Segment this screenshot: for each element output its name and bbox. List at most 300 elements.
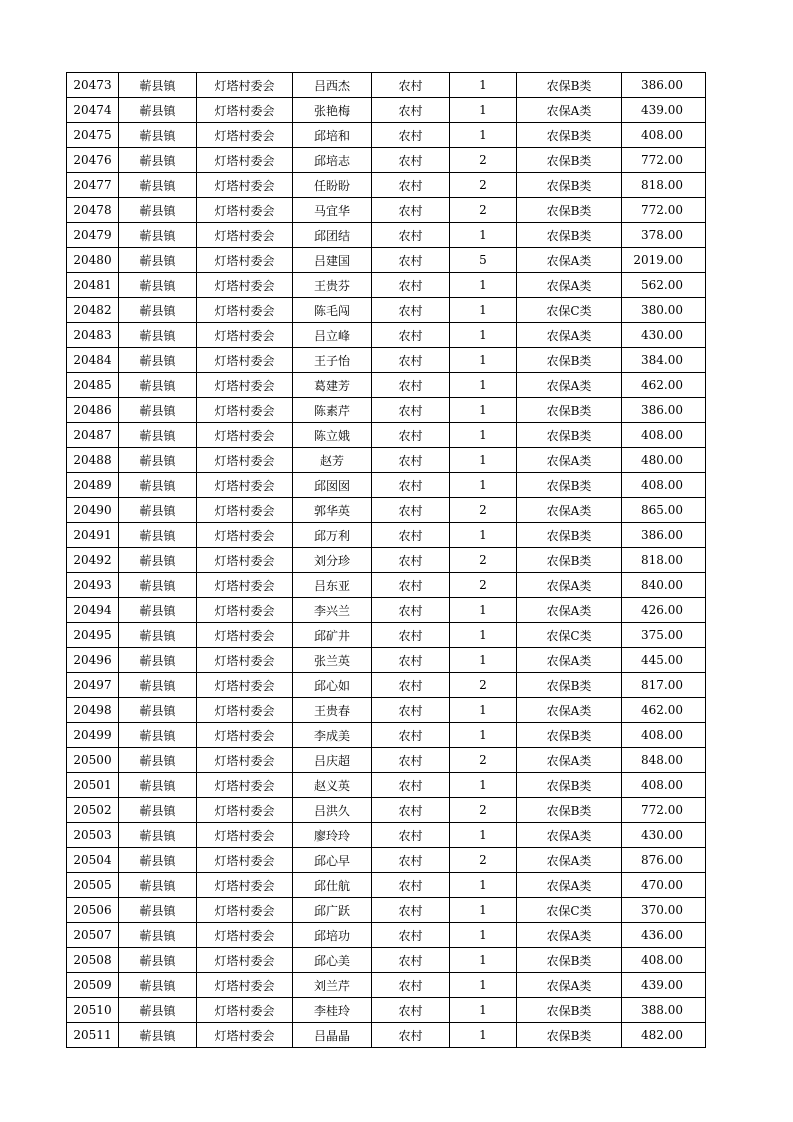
cell-amount: 388.00: [622, 998, 706, 1023]
cell-town: 蕲县镇: [119, 573, 197, 598]
cell-name: 邱心早: [293, 848, 372, 873]
cell-village: 灯塔村委会: [197, 973, 293, 998]
cell-name: 廖玲玲: [293, 823, 372, 848]
cell-amount: 562.00: [622, 273, 706, 298]
cell-serial: 20501: [67, 773, 119, 798]
cell-household-type: 农村: [372, 148, 450, 173]
cell-amount: 818.00: [622, 173, 706, 198]
cell-person-count: 1: [450, 623, 517, 648]
cell-name: 李成美: [293, 723, 372, 748]
cell-village: 灯塔村委会: [197, 598, 293, 623]
cell-town: 蕲县镇: [119, 798, 197, 823]
cell-amount: 772.00: [622, 148, 706, 173]
cell-serial: 20481: [67, 273, 119, 298]
cell-household-type: 农村: [372, 798, 450, 823]
cell-insurance-class: 农保B类: [517, 348, 622, 373]
table-row: [67, 723, 706, 748]
table-row: [67, 148, 706, 173]
cell-village: 灯塔村委会: [197, 698, 293, 723]
cell-serial: 20504: [67, 848, 119, 873]
cell-insurance-class: 农保A类: [517, 373, 622, 398]
cell-serial: 20482: [67, 298, 119, 323]
cell-amount: 386.00: [622, 398, 706, 423]
table-row: [67, 773, 706, 798]
cell-person-count: 1: [450, 73, 517, 98]
cell-village: 灯塔村委会: [197, 523, 293, 548]
cell-name: 赵义英: [293, 773, 372, 798]
cell-insurance-class: 农保A类: [517, 273, 622, 298]
cell-name: 陈毛闯: [293, 298, 372, 323]
cell-amount: 2019.00: [622, 248, 706, 273]
cell-village: 灯塔村委会: [197, 748, 293, 773]
cell-household-type: 农村: [372, 973, 450, 998]
cell-amount: 848.00: [622, 748, 706, 773]
table-row: [67, 373, 706, 398]
cell-household-type: 农村: [372, 373, 450, 398]
cell-serial: 20507: [67, 923, 119, 948]
cell-village: 灯塔村委会: [197, 648, 293, 673]
cell-serial: 20486: [67, 398, 119, 423]
cell-person-count: 1: [450, 973, 517, 998]
cell-insurance-class: 农保B类: [517, 998, 622, 1023]
table-row: [67, 298, 706, 323]
cell-village: 灯塔村委会: [197, 848, 293, 873]
table-row: [67, 348, 706, 373]
cell-town: 蕲县镇: [119, 623, 197, 648]
cell-insurance-class: 农保B类: [517, 948, 622, 973]
cell-household-type: 农村: [372, 873, 450, 898]
cell-village: 灯塔村委会: [197, 448, 293, 473]
cell-serial: 20509: [67, 973, 119, 998]
cell-person-count: 1: [450, 923, 517, 948]
cell-insurance-class: 农保B类: [517, 773, 622, 798]
cell-person-count: 1: [450, 998, 517, 1023]
cell-town: 蕲县镇: [119, 223, 197, 248]
cell-person-count: 2: [450, 148, 517, 173]
cell-insurance-class: 农保A类: [517, 748, 622, 773]
cell-town: 蕲县镇: [119, 973, 197, 998]
cell-household-type: 农村: [372, 648, 450, 673]
cell-insurance-class: 农保A类: [517, 323, 622, 348]
cell-village: 灯塔村委会: [197, 148, 293, 173]
cell-household-type: 农村: [372, 123, 450, 148]
cell-amount: 439.00: [622, 98, 706, 123]
cell-household-type: 农村: [372, 323, 450, 348]
cell-insurance-class: 农保B类: [517, 423, 622, 448]
cell-serial: 20498: [67, 698, 119, 723]
cell-serial: 20503: [67, 823, 119, 848]
cell-person-count: 1: [450, 773, 517, 798]
cell-household-type: 农村: [372, 1023, 450, 1048]
table-row: [67, 598, 706, 623]
cell-serial: 20479: [67, 223, 119, 248]
cell-town: 蕲县镇: [119, 823, 197, 848]
table-row: [67, 323, 706, 348]
cell-person-count: 1: [450, 598, 517, 623]
cell-household-type: 农村: [372, 523, 450, 548]
cell-amount: 876.00: [622, 848, 706, 873]
cell-amount: 480.00: [622, 448, 706, 473]
cell-amount: 865.00: [622, 498, 706, 523]
cell-name: 王子怡: [293, 348, 372, 373]
cell-town: 蕲县镇: [119, 948, 197, 973]
cell-town: 蕲县镇: [119, 848, 197, 873]
cell-insurance-class: 农保A类: [517, 248, 622, 273]
cell-household-type: 农村: [372, 548, 450, 573]
cell-village: 灯塔村委会: [197, 348, 293, 373]
cell-person-count: 2: [450, 498, 517, 523]
table-row: [67, 798, 706, 823]
cell-town: 蕲县镇: [119, 73, 197, 98]
table-row: [67, 873, 706, 898]
cell-name: 吕晶晶: [293, 1023, 372, 1048]
table-row: [67, 523, 706, 548]
cell-insurance-class: 农保A类: [517, 448, 622, 473]
cell-insurance-class: 农保B类: [517, 723, 622, 748]
cell-insurance-class: 农保A类: [517, 848, 622, 873]
cell-household-type: 农村: [372, 948, 450, 973]
cell-person-count: 1: [450, 273, 517, 298]
cell-village: 灯塔村委会: [197, 1023, 293, 1048]
cell-person-count: 2: [450, 798, 517, 823]
cell-serial: 20495: [67, 623, 119, 648]
cell-household-type: 农村: [372, 823, 450, 848]
cell-person-count: 2: [450, 748, 517, 773]
cell-insurance-class: 农保B类: [517, 523, 622, 548]
cell-person-count: 1: [450, 98, 517, 123]
cell-household-type: 农村: [372, 748, 450, 773]
cell-insurance-class: 农保A类: [517, 923, 622, 948]
cell-person-count: 1: [450, 423, 517, 448]
cell-serial: 20505: [67, 873, 119, 898]
cell-name: 任盼盼: [293, 173, 372, 198]
cell-household-type: 农村: [372, 773, 450, 798]
cell-person-count: 1: [450, 873, 517, 898]
cell-serial: 20474: [67, 98, 119, 123]
table-row: [67, 423, 706, 448]
cell-village: 灯塔村委会: [197, 923, 293, 948]
cell-serial: 20487: [67, 423, 119, 448]
cell-household-type: 农村: [372, 623, 450, 648]
table-row: [67, 173, 706, 198]
cell-serial: 20489: [67, 473, 119, 498]
records-table-body: [67, 73, 706, 1048]
cell-household-type: 农村: [372, 273, 450, 298]
cell-amount: 840.00: [622, 573, 706, 598]
cell-serial: 20508: [67, 948, 119, 973]
cell-town: 蕲县镇: [119, 673, 197, 698]
cell-name: 邱培功: [293, 923, 372, 948]
cell-person-count: 2: [450, 573, 517, 598]
cell-amount: 386.00: [622, 73, 706, 98]
cell-town: 蕲县镇: [119, 273, 197, 298]
cell-village: 灯塔村委会: [197, 773, 293, 798]
cell-amount: 386.00: [622, 523, 706, 548]
cell-person-count: 1: [450, 223, 517, 248]
cell-name: 吕建国: [293, 248, 372, 273]
cell-serial: 20500: [67, 748, 119, 773]
cell-insurance-class: 农保B类: [517, 123, 622, 148]
cell-village: 灯塔村委会: [197, 823, 293, 848]
cell-name: 邱培和: [293, 123, 372, 148]
cell-name: 郭华英: [293, 498, 372, 523]
cell-village: 灯塔村委会: [197, 223, 293, 248]
cell-insurance-class: 农保A类: [517, 823, 622, 848]
cell-serial: 20496: [67, 648, 119, 673]
cell-village: 灯塔村委会: [197, 298, 293, 323]
cell-town: 蕲县镇: [119, 123, 197, 148]
table-row: [67, 673, 706, 698]
cell-town: 蕲县镇: [119, 698, 197, 723]
cell-household-type: 农村: [372, 248, 450, 273]
table-row: [67, 248, 706, 273]
cell-insurance-class: 农保B类: [517, 673, 622, 698]
cell-name: 陈素芹: [293, 398, 372, 423]
cell-serial: 20491: [67, 523, 119, 548]
cell-insurance-class: 农保B类: [517, 73, 622, 98]
cell-person-count: 1: [450, 523, 517, 548]
cell-town: 蕲县镇: [119, 398, 197, 423]
cell-village: 灯塔村委会: [197, 198, 293, 223]
cell-town: 蕲县镇: [119, 873, 197, 898]
table-row: [67, 448, 706, 473]
cell-town: 蕲县镇: [119, 423, 197, 448]
cell-person-count: 2: [450, 173, 517, 198]
table-row: [67, 923, 706, 948]
cell-name: 王贵芬: [293, 273, 372, 298]
table-row: [67, 898, 706, 923]
cell-insurance-class: 农保A类: [517, 98, 622, 123]
cell-person-count: 1: [450, 298, 517, 323]
cell-insurance-class: 农保C类: [517, 623, 622, 648]
cell-person-count: 2: [450, 548, 517, 573]
cell-household-type: 农村: [372, 448, 450, 473]
cell-insurance-class: 农保A类: [517, 973, 622, 998]
cell-village: 灯塔村委会: [197, 323, 293, 348]
cell-amount: 408.00: [622, 123, 706, 148]
table-row: [67, 548, 706, 573]
cell-amount: 375.00: [622, 623, 706, 648]
cell-insurance-class: 农保B类: [517, 173, 622, 198]
cell-person-count: 2: [450, 673, 517, 698]
cell-town: 蕲县镇: [119, 323, 197, 348]
cell-insurance-class: 农保C类: [517, 298, 622, 323]
table-row: [67, 648, 706, 673]
cell-amount: 384.00: [622, 348, 706, 373]
cell-serial: 20506: [67, 898, 119, 923]
cell-town: 蕲县镇: [119, 298, 197, 323]
cell-village: 灯塔村委会: [197, 98, 293, 123]
cell-serial: 20494: [67, 598, 119, 623]
cell-household-type: 农村: [372, 898, 450, 923]
table-row: [67, 748, 706, 773]
cell-name: 刘兰芹: [293, 973, 372, 998]
table-row: [67, 948, 706, 973]
cell-name: 赵芳: [293, 448, 372, 473]
cell-serial: 20478: [67, 198, 119, 223]
cell-amount: 445.00: [622, 648, 706, 673]
cell-village: 灯塔村委会: [197, 998, 293, 1023]
cell-amount: 408.00: [622, 723, 706, 748]
cell-name: 陈立娥: [293, 423, 372, 448]
cell-household-type: 农村: [372, 348, 450, 373]
cell-person-count: 1: [450, 698, 517, 723]
table-row: [67, 398, 706, 423]
cell-amount: 430.00: [622, 323, 706, 348]
cell-person-count: 1: [450, 448, 517, 473]
cell-household-type: 农村: [372, 998, 450, 1023]
cell-insurance-class: 农保B类: [517, 198, 622, 223]
cell-amount: 772.00: [622, 798, 706, 823]
cell-serial: 20477: [67, 173, 119, 198]
cell-village: 灯塔村委会: [197, 248, 293, 273]
cell-town: 蕲县镇: [119, 498, 197, 523]
cell-town: 蕲县镇: [119, 898, 197, 923]
cell-household-type: 农村: [372, 923, 450, 948]
cell-person-count: 1: [450, 123, 517, 148]
cell-name: 马宜华: [293, 198, 372, 223]
cell-village: 灯塔村委会: [197, 573, 293, 598]
cell-person-count: 1: [450, 323, 517, 348]
cell-name: 吕洪久: [293, 798, 372, 823]
cell-household-type: 农村: [372, 223, 450, 248]
cell-village: 灯塔村委会: [197, 673, 293, 698]
table-row: [67, 198, 706, 223]
cell-village: 灯塔村委会: [197, 948, 293, 973]
cell-household-type: 农村: [372, 73, 450, 98]
cell-serial: 20490: [67, 498, 119, 523]
table-row: [67, 698, 706, 723]
cell-amount: 482.00: [622, 1023, 706, 1048]
cell-name: 邱团结: [293, 223, 372, 248]
cell-amount: 408.00: [622, 773, 706, 798]
cell-town: 蕲县镇: [119, 348, 197, 373]
cell-name: 邱囡囡: [293, 473, 372, 498]
cell-person-count: 1: [450, 398, 517, 423]
table-row: [67, 473, 706, 498]
cell-name: 吕庆超: [293, 748, 372, 773]
cell-household-type: 农村: [372, 598, 450, 623]
table-row: [67, 623, 706, 648]
cell-town: 蕲县镇: [119, 598, 197, 623]
cell-serial: 20510: [67, 998, 119, 1023]
cell-person-count: 2: [450, 198, 517, 223]
cell-village: 灯塔村委会: [197, 548, 293, 573]
cell-village: 灯塔村委会: [197, 273, 293, 298]
cell-name: 吕立峰: [293, 323, 372, 348]
cell-amount: 408.00: [622, 948, 706, 973]
cell-person-count: 1: [450, 723, 517, 748]
cell-amount: 772.00: [622, 198, 706, 223]
cell-town: 蕲县镇: [119, 723, 197, 748]
cell-person-count: 1: [450, 823, 517, 848]
cell-amount: 426.00: [622, 598, 706, 623]
cell-insurance-class: 农保C类: [517, 898, 622, 923]
table-row: [67, 73, 706, 98]
table-row: [67, 273, 706, 298]
cell-amount: 436.00: [622, 923, 706, 948]
cell-town: 蕲县镇: [119, 248, 197, 273]
cell-name: 邱广跃: [293, 898, 372, 923]
table-row: [67, 998, 706, 1023]
cell-amount: 439.00: [622, 973, 706, 998]
cell-village: 灯塔村委会: [197, 898, 293, 923]
cell-village: 灯塔村委会: [197, 423, 293, 448]
cell-village: 灯塔村委会: [197, 123, 293, 148]
cell-village: 灯塔村委会: [197, 473, 293, 498]
cell-serial: 20473: [67, 73, 119, 98]
cell-amount: 470.00: [622, 873, 706, 898]
table-row: [67, 823, 706, 848]
cell-amount: 462.00: [622, 373, 706, 398]
cell-name: 刘分珍: [293, 548, 372, 573]
cell-insurance-class: 农保B类: [517, 223, 622, 248]
table-row: [67, 98, 706, 123]
cell-serial: 20484: [67, 348, 119, 373]
table-row: [67, 223, 706, 248]
cell-name: 张兰英: [293, 648, 372, 673]
cell-town: 蕲县镇: [119, 173, 197, 198]
cell-serial: 20511: [67, 1023, 119, 1048]
cell-person-count: 1: [450, 948, 517, 973]
cell-town: 蕲县镇: [119, 448, 197, 473]
cell-serial: 20502: [67, 798, 119, 823]
cell-serial: 20493: [67, 573, 119, 598]
cell-town: 蕲县镇: [119, 748, 197, 773]
table-row: [67, 848, 706, 873]
cell-amount: 818.00: [622, 548, 706, 573]
cell-village: 灯塔村委会: [197, 498, 293, 523]
cell-household-type: 农村: [372, 173, 450, 198]
cell-household-type: 农村: [372, 573, 450, 598]
cell-person-count: 5: [450, 248, 517, 273]
cell-insurance-class: 农保B类: [517, 148, 622, 173]
cell-household-type: 农村: [372, 723, 450, 748]
cell-insurance-class: 农保B类: [517, 1023, 622, 1048]
cell-insurance-class: 农保B类: [517, 398, 622, 423]
cell-person-count: 1: [450, 648, 517, 673]
cell-serial: 20475: [67, 123, 119, 148]
cell-village: 灯塔村委会: [197, 623, 293, 648]
cell-insurance-class: 农保A类: [517, 573, 622, 598]
cell-name: 邱矿井: [293, 623, 372, 648]
cell-village: 灯塔村委会: [197, 873, 293, 898]
cell-insurance-class: 农保B类: [517, 798, 622, 823]
table-row: [67, 123, 706, 148]
cell-person-count: 1: [450, 348, 517, 373]
cell-village: 灯塔村委会: [197, 373, 293, 398]
cell-insurance-class: 农保B类: [517, 473, 622, 498]
cell-household-type: 农村: [372, 398, 450, 423]
records-table: [66, 72, 706, 1048]
cell-village: 灯塔村委会: [197, 723, 293, 748]
table-row: [67, 573, 706, 598]
cell-town: 蕲县镇: [119, 1023, 197, 1048]
cell-name: 吕西杰: [293, 73, 372, 98]
cell-name: 吕东亚: [293, 573, 372, 598]
cell-person-count: 1: [450, 898, 517, 923]
cell-household-type: 农村: [372, 473, 450, 498]
cell-amount: 378.00: [622, 223, 706, 248]
cell-person-count: 1: [450, 473, 517, 498]
cell-town: 蕲县镇: [119, 373, 197, 398]
cell-person-count: 1: [450, 373, 517, 398]
cell-name: 邱仕航: [293, 873, 372, 898]
cell-village: 灯塔村委会: [197, 798, 293, 823]
cell-town: 蕲县镇: [119, 98, 197, 123]
cell-town: 蕲县镇: [119, 473, 197, 498]
cell-name: 邱万利: [293, 523, 372, 548]
